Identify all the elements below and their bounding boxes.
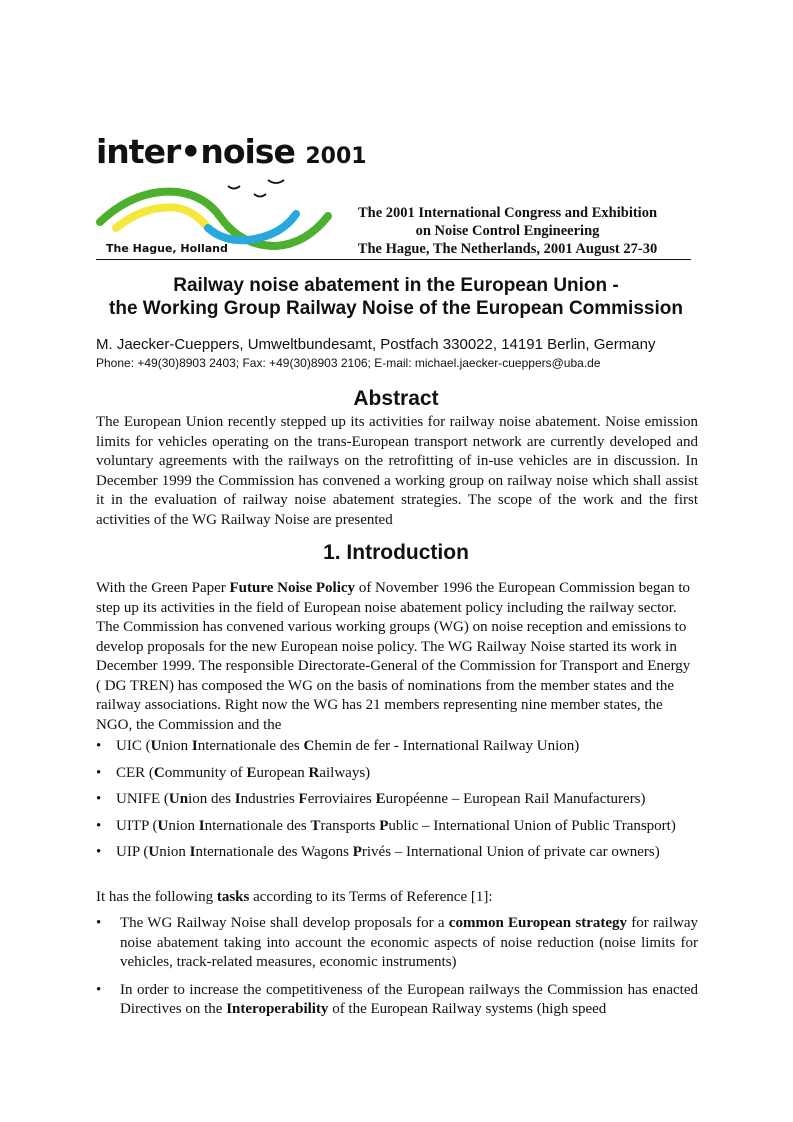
bullet-icon: • xyxy=(96,791,102,807)
abstract-heading: Abstract xyxy=(353,387,439,410)
introduction-heading: 1. Introduction xyxy=(323,541,469,564)
conference-info xyxy=(320,204,695,258)
bullet-icon: • xyxy=(96,764,102,781)
bullet-icon: • xyxy=(96,844,102,860)
organization-list-item: • UIP (Union Internationale des Wagons Privés – International Union of private car owners) xyxy=(96,843,698,863)
bullet-icon: • xyxy=(96,981,102,998)
conference-line-3: The Hague, The Netherlands, 2001 August 27-30 xyxy=(357,241,658,257)
bullet-icon: • xyxy=(96,817,102,834)
contact-line: Phone: +49(30)8903 2403; Fax: +49(30)8903 2106; E-mail: michael.jaecker-cueppers@uba.de xyxy=(96,356,601,370)
paper-title-line-2: the Working Group Railway Noise of the European Commission xyxy=(109,298,683,319)
bullet-icon: • xyxy=(96,915,102,931)
conference-line-2: on Noise Control Engineering xyxy=(415,223,600,239)
organization-list xyxy=(96,737,698,870)
organization-list-item: • UNIFE (Union des Industries Ferroviaires Européenne – European Rail Manufacturers) xyxy=(96,790,698,810)
logo-wordmark: inter•noise 2001 xyxy=(96,132,367,171)
task-list-item: • The WG Railway Noise shall develop proposals for a common European strategy for railway noise abatement taking into account the economic aspects of noise reduction (noise limits for vehicles, track-related measures, economic instruments) xyxy=(96,915,699,970)
organization-list-item: • CER (Community of European Railways) xyxy=(96,764,698,784)
bullet-icon: • xyxy=(96,738,102,754)
organization-list-item: • UIC (Union Internationale des Chemin de fer - International Railway Union) xyxy=(96,737,698,757)
introduction-paragraph: With the Green Paper Future Noise Policy of November 1996 the European Commission began to step up its activities in the field of European noise abatement policy including the railway sector. The Commission has convened various working groups (WG) on noise reception and emissions to develop proposals for the new European noise policy. The WG Railway Noise started its work in December 1999. The responsible Directorate-General of the Commission for Transport and Energy ( DG TREN) has composed the WG on the basis of nominations from the member states and the railway associations. Right now the WG has 21 members representing nine member states, the NGO, the Commission and the xyxy=(96,580,691,733)
conference-logo xyxy=(96,132,367,262)
paper-title-line-1: Railway noise abatement in the European Union - xyxy=(173,275,619,296)
organization-list-item: • UITP (Union Internationale des Transports Public – International Union of Public Transport) xyxy=(96,817,698,837)
logo-city: The Hague, Holland xyxy=(106,242,228,255)
task-list-item: • In order to increase the competitiveness of the European railways the Commission has enacted Directives on the Interoperability of the European Railway systems (high speed xyxy=(96,981,698,1017)
abstract-text: The European Union recently stepped up its activities for railway noise abatement. Noise emission limits for vehicles operating on the trans-European transport network are currently developed and voluntary agreements with the railways on the retrofitting of in-use vehicles are in discussion. In December 1999 the Commission has convened a working group on railway noise which shall assist it in the evaluation of railway noise abatement strategies. The scope of the work and the first activities of the WG Railway Noise are presented xyxy=(96,414,698,528)
author-line: M. Jaecker-Cueppers, Umweltbundesamt, Postfach 330022, 14191 Berlin, Germany xyxy=(96,336,656,353)
tasks-intro: It has the following tasks according to its Terms of Reference [1]: xyxy=(96,889,493,905)
task-list xyxy=(96,914,698,1028)
conference-line-1: The 2001 International Congress and Exhibition xyxy=(357,205,658,221)
green-paper-title: Future Noise Policy xyxy=(229,580,356,596)
header-rule xyxy=(96,259,691,260)
